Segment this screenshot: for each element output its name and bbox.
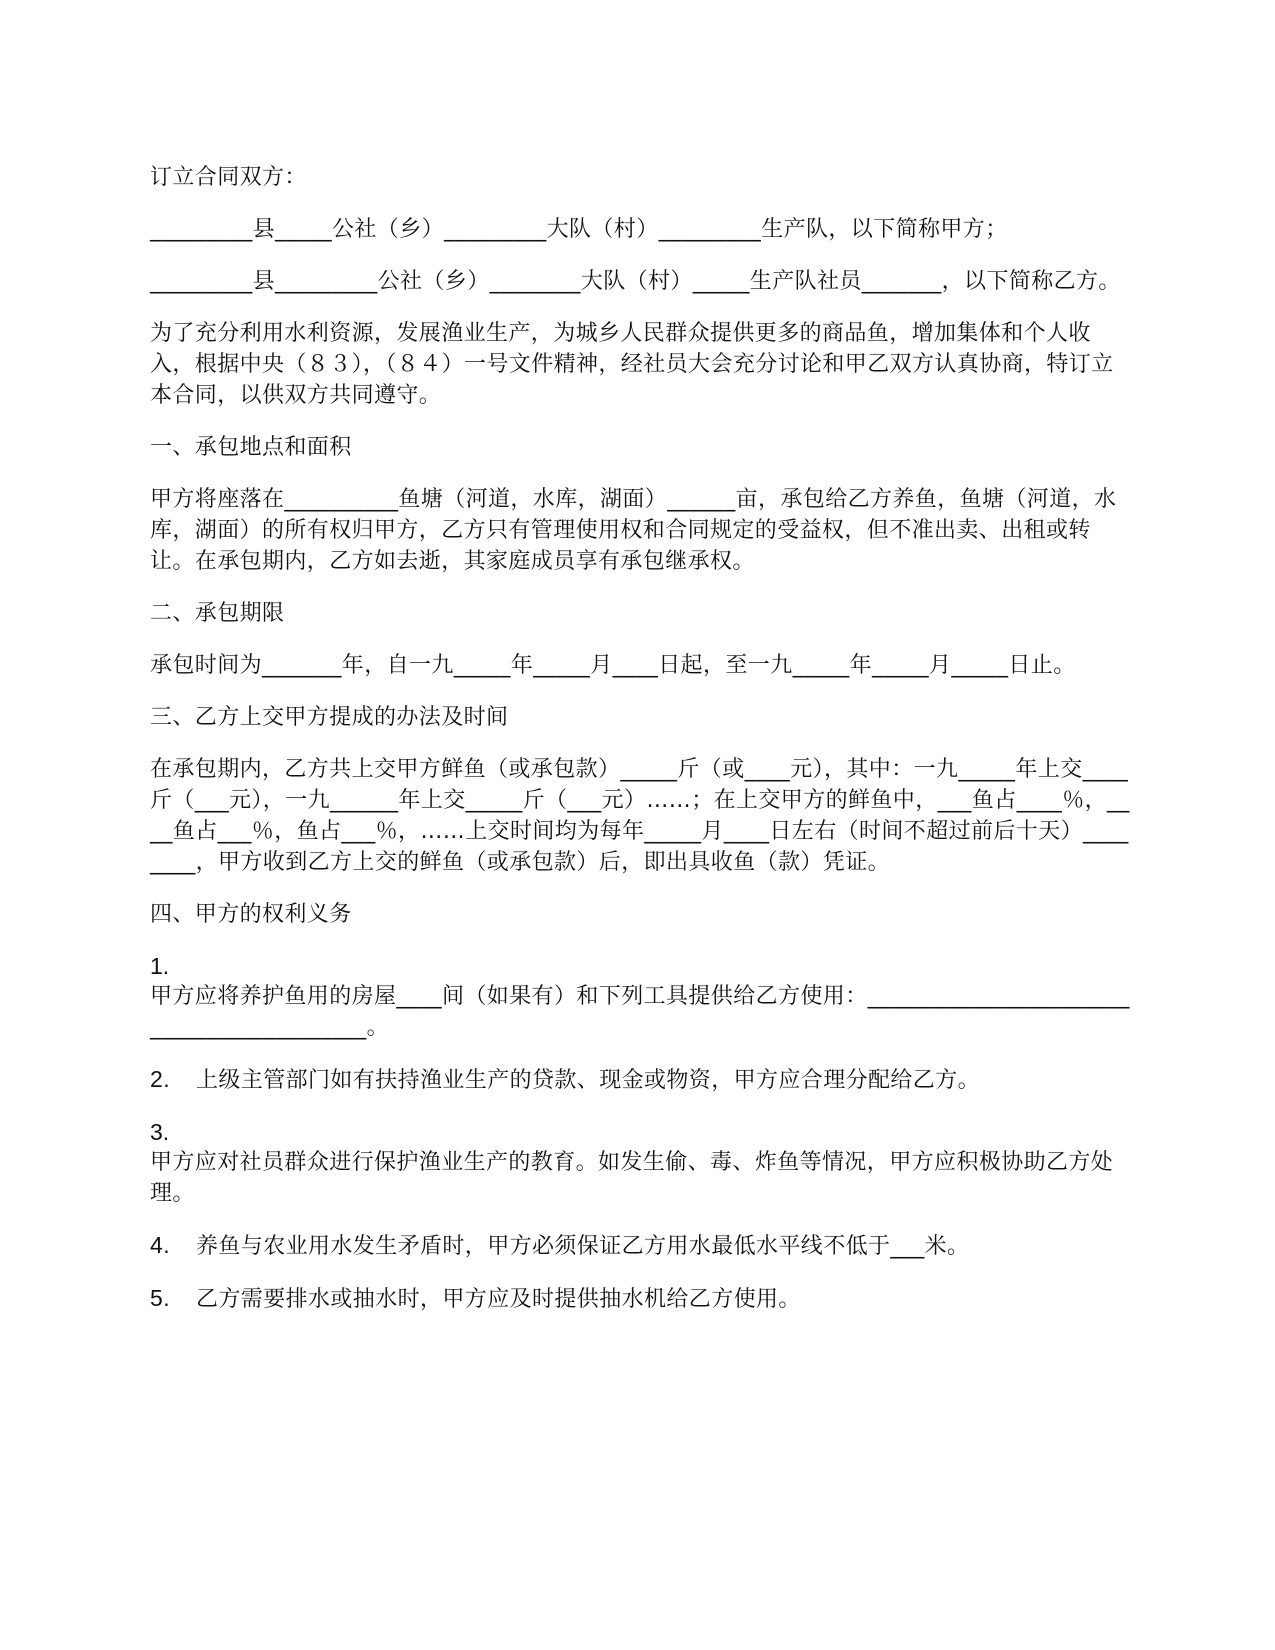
list-item-number: 3. [150, 1119, 170, 1145]
section-1-heading: 一、承包地点和面积 [150, 435, 352, 460]
party-b-line: _________县_________公社（乡）________大队（村）_____生产队社员_______，以下简称乙方。 [150, 269, 1121, 294]
list-item-number: 2. [150, 1066, 170, 1092]
contract-body [150, 162, 1130, 1315]
section-4-heading: 四、甲方的权利义务 [150, 902, 352, 927]
list-item-number: 5. [150, 1285, 170, 1311]
section-2-heading: 二、承包期限 [150, 601, 285, 626]
section-3-heading: 三、乙方上交甲方提成的办法及时间 [150, 705, 509, 730]
list-item-text: 上级主管部门如有扶持渔业生产的贷款、现金或物资，甲方应合理分配给乙方。 [196, 1068, 981, 1093]
list-item-number: 4. [150, 1232, 170, 1258]
list-item [150, 1064, 1130, 1096]
list-item-text: 甲方应对社员群众进行保护渔业生产的教育。如发生偷、毒、炸鱼等情况，甲方应积极协助乙方处理。 [150, 1150, 1114, 1206]
list-item-text: 养鱼与农业用水发生矛盾时，甲方必须保证乙方用水最低水平线不低于___米。 [196, 1234, 970, 1259]
list-item [150, 1117, 1130, 1209]
section-1-body: 甲方将座落在__________鱼塘（河道，水库，湖面）______亩，承包给乙方养鱼，鱼塘（河道，水库，湖面）的所有权归甲方，乙方只有管理使用权和合同规定的受益权，但不准出卖、出租或转让。在承包期内，乙方如去逝，其家庭成员享有承包继承权。 [150, 487, 1117, 574]
list-item-text: 甲方应将养护鱼用的房屋____间（如果有）和下列工具提供给乙方使用：__________________________________________。 [150, 984, 1130, 1040]
section-2-body: 承包时间为_______年，自一九_____年_____月____日起，至一九_____年_____月_____日止。 [150, 653, 1076, 678]
preamble-paragraph: 为了充分利用水利资源，发展渔业生产，为城乡人民群众提供更多的商品鱼，增加集体和个人收入，根据中央（８３），（８４）一号文件精神，经社员大会充分讨论和甲乙双方认真协商，特订立本合同，以供双方共同遵守。 [150, 321, 1114, 408]
section-3-body: 在承包期内，乙方共上交甲方鲜鱼（或承包款）_____斤（或____元），其中：一九_____年上交____斤（___元），一九______年上交_____斤（___元）……；在上交甲方的鲜鱼中，___鱼占____％，____鱼占___％，鱼占___％，……上交时间均为每年_____月____日左右（时间不超过前后十天）________，甲方收到乙方上交的鲜鱼（或承包款）后，即出具收鱼（款）凭证。 [150, 757, 1130, 875]
list-item [150, 1283, 1130, 1315]
list-item [150, 1230, 1130, 1262]
list-item-text: 乙方需要排水或抽水时，甲方应及时提供抽水机给乙方使用。 [196, 1287, 801, 1312]
intro-line: 订立合同双方： [150, 165, 307, 190]
list-item-number: 1. [150, 953, 170, 979]
list-item [150, 951, 1130, 1043]
party-a-line: _________县_____公社（乡）_________大队（村）_________生产队，以下简称甲方； [150, 217, 1008, 242]
